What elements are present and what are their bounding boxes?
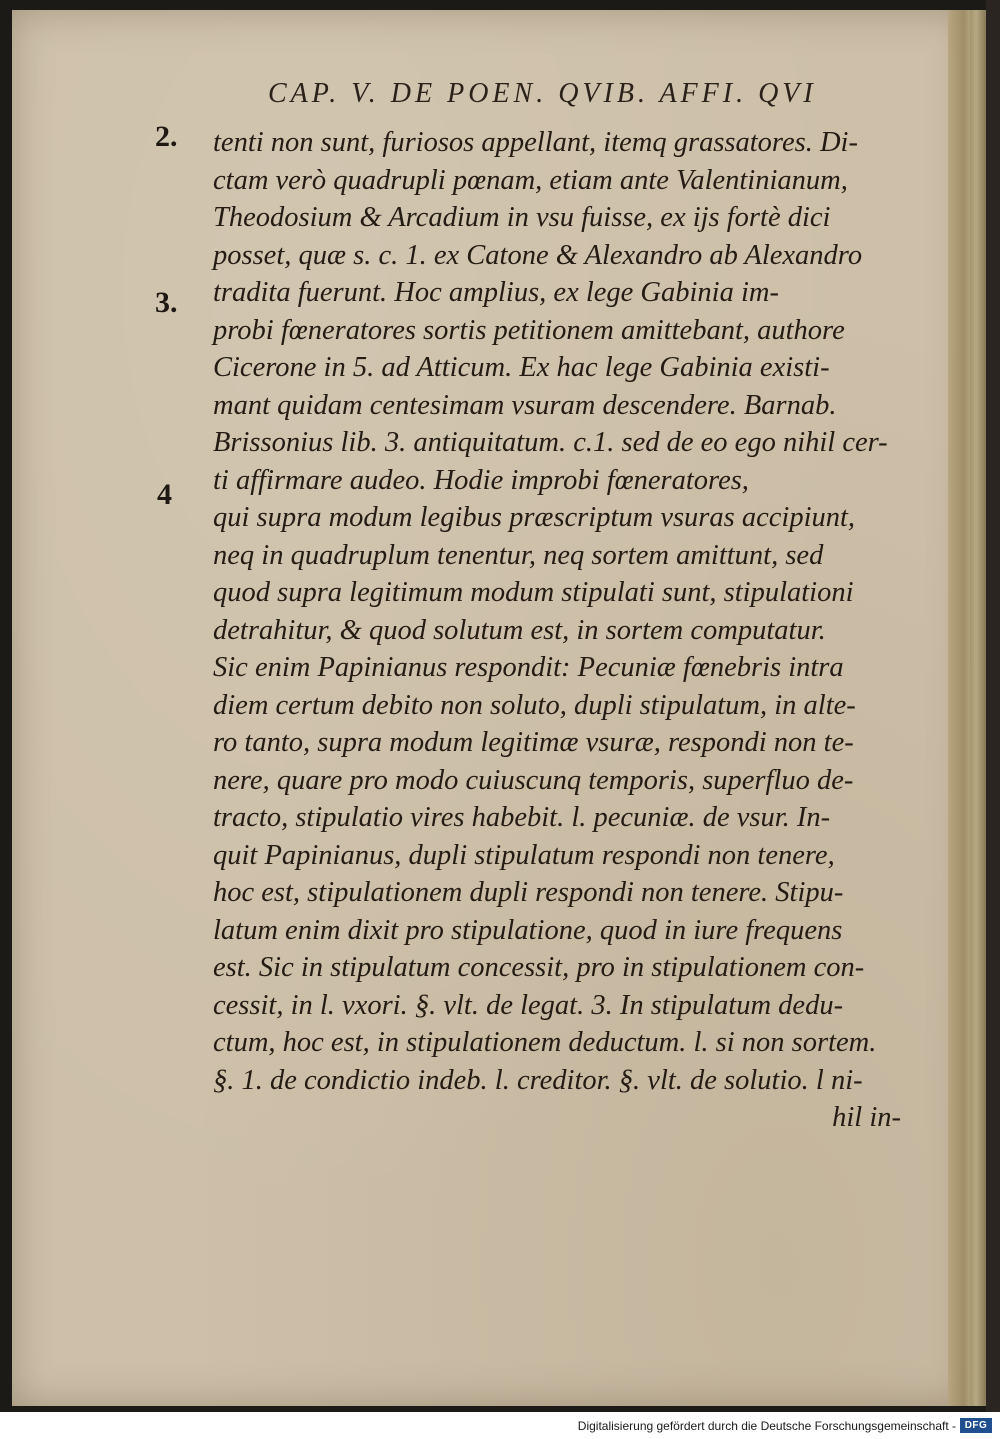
page-edge	[948, 10, 988, 1406]
text-line: ctam verò quadrupli pœnam, etiam ante Valentinianum,	[213, 164, 848, 196]
margin-number: 4	[157, 478, 172, 511]
scan-border	[986, 0, 1000, 1412]
text-line: neq in quadruplum tenentur, neq sortem amittunt, sed	[213, 539, 824, 571]
text-line: diem certum debito non soluto, dupli stipulatum, in alte-	[213, 689, 856, 721]
text-line: ti affirmare audeo. Hodie improbi fœneratores,	[213, 464, 749, 496]
catchword: hil in-	[832, 1102, 901, 1133]
text-line: Theodosium & Arcadium in vsu fuisse, ex ijs fortè dici	[213, 202, 831, 233]
text-line: Brissonius lib. 3. antiquitatum. c.1. sed de eo ego nihil cer-	[213, 427, 888, 458]
margin-number: 3.	[155, 286, 178, 319]
text-line: tenti non sunt, furiosos appellant, itemq grassatores. Di-	[213, 127, 858, 158]
text-line: probi fœneratores sortis petitionem amittebant, authore	[213, 314, 845, 346]
text-line: nere, quare pro modo cuiuscunq temporis, superfluo de-	[213, 764, 854, 796]
text-line: detrahitur, & quod solutum est, in sortem computatur.	[213, 614, 826, 646]
running-head: CAP. V. DE POEN. QVIB. AFFI. QVI	[268, 78, 817, 109]
text-line: qui supra modum legibus præscriptum vsuras accipiunt,	[213, 502, 856, 533]
text-line: tradita fuerunt. Hoc amplius, ex lege Gabinia im-	[213, 277, 779, 308]
text-line: quod supra legitimum modum stipulati sunt, stipulationi	[213, 577, 854, 608]
text-line: latum enim dixit pro stipulatione, quod in iure frequens	[213, 914, 843, 946]
margin-number: 2.	[155, 120, 178, 153]
text-line: Cicerone in 5. ad Atticum. Ex hac lege Gabinia existi-	[213, 352, 830, 383]
text-line: mant quidam centesimam vsuram descendere. Barnab.	[213, 389, 837, 421]
text-line: ro tanto, supra modum legitimæ vsuræ, respondi non te-	[213, 727, 854, 758]
dfg-logo-icon: DFG	[960, 1418, 992, 1433]
text-line: hoc est, stipulationem dupli respondi non tenere. Stipu-	[213, 877, 844, 908]
body-text	[213, 124, 913, 1137]
footer-bar	[0, 1412, 1000, 1439]
text-line: §. 1. de condictio indeb. l. creditor. §. vlt. de solutio. l ni-	[213, 1064, 863, 1096]
funding-credit: Digitalisierung gefördert durch die Deutsche Forschungsgemeinschaft -	[577, 1419, 956, 1433]
text-line: tracto, stipulatio vires habebit. l. pecuniæ. de vsur. In-	[213, 802, 831, 833]
text-line: posset, quæ s. c. 1. ex Catone & Alexandro ab Alexandro	[213, 239, 863, 271]
text-line: est. Sic in stipulatum concessit, pro in stipulationem con-	[213, 952, 865, 983]
text-line: quit Papinianus, dupli stipulatum respondi non tenere,	[213, 839, 835, 871]
text-line: cessit, in l. vxori. §. vlt. de legat. 3. In stipulatum dedu-	[213, 989, 844, 1021]
text-line: Sic enim Papinianus respondit: Pecuniæ fœnebris intra	[213, 652, 844, 683]
text-line: ctum, hoc est, in stipulationem deductum. l. si non sortem.	[213, 1027, 877, 1058]
